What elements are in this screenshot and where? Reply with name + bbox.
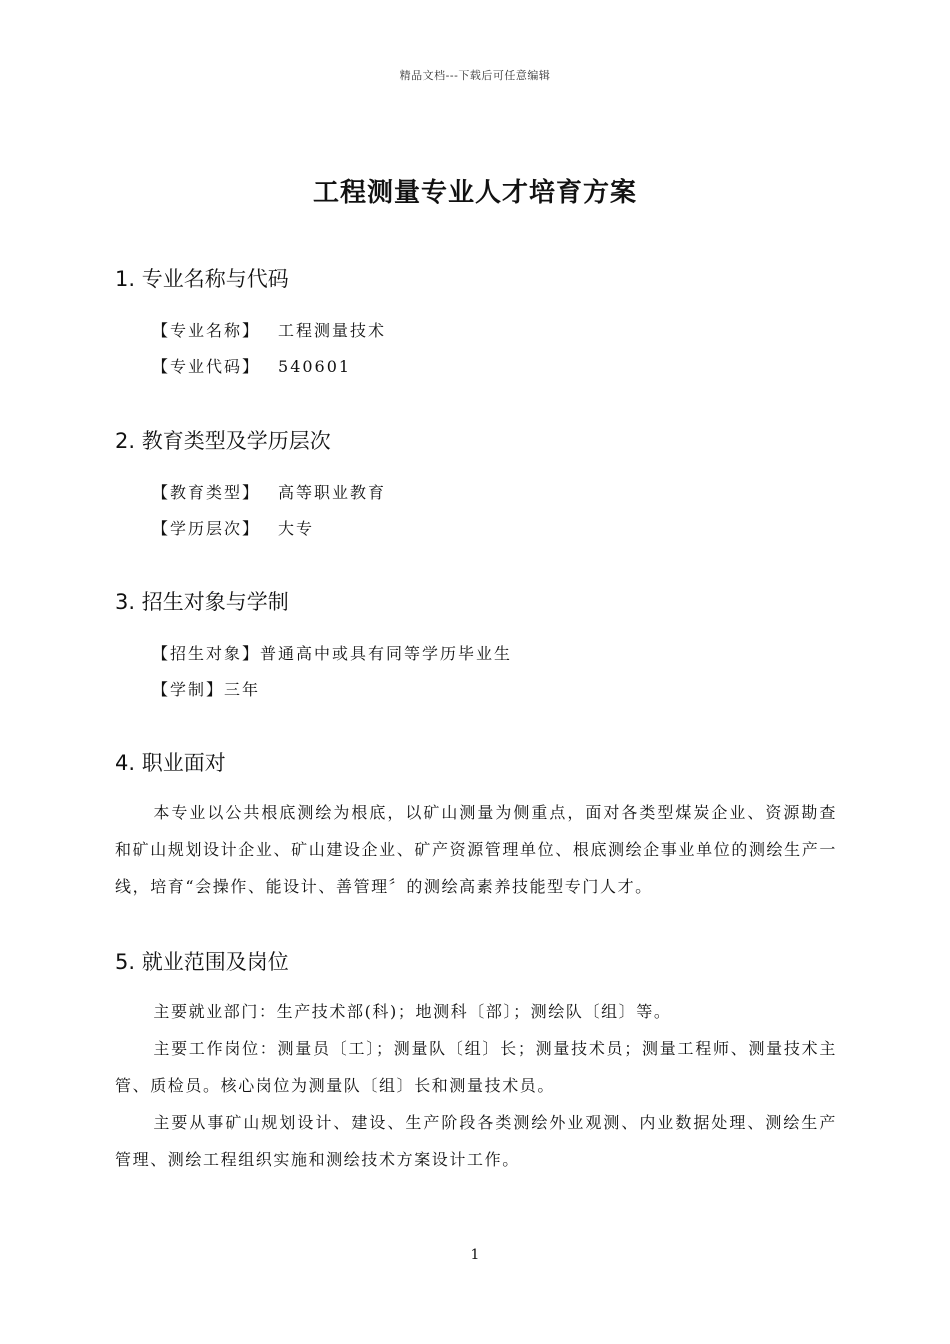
education-type-line — [152, 480, 386, 503]
enrollment-target-label: 【招生对象】 — [152, 644, 261, 663]
study-duration-value: 三年 — [224, 680, 261, 699]
enrollment-target-line — [152, 641, 512, 664]
major-code-line — [152, 354, 351, 377]
section-2-heading: 2. 教育类型及学历层次 — [115, 429, 331, 453]
major-code-label: 【专业代码】 — [152, 357, 261, 376]
major-name-value: 工程测量技术 — [278, 321, 387, 340]
page-number: 1 — [470, 1247, 480, 1263]
section-1-heading: 1. 专业名称与代码 — [115, 267, 289, 291]
document-title: 工程测量专业人才培育方案 — [312, 178, 637, 208]
major-name-label: 【专业名称】 — [152, 321, 261, 340]
education-type-label: 【教育类型】 — [152, 483, 261, 502]
work-content-paragraph: 主要从事矿山规划设计、建设、生产阶段各类测绘外业观测、内业数据处理、测绘生产管理、测绘工程组织实施和测绘技术方案设计工作。 — [115, 1113, 837, 1169]
career-orientation-paragraph: 本专业以公共根底测绘为根底，以矿山测量为侧重点，面对各类型煤炭企业、资源勘查和矿山规划设计企业、矿山建设企业、矿产资源管理单位、根底测绘企事业单位的测绘生产一线，培育“会操作、能设计、善管理〞的测绘高素养技能型专门人才。 — [115, 803, 837, 896]
study-duration-label: 【学制】 — [152, 680, 225, 699]
major-code-value: 540601 — [278, 357, 352, 376]
enrollment-target-value: 普通高中或具有同等学历毕业生 — [260, 644, 513, 663]
education-level-label: 【学历层次】 — [152, 519, 261, 538]
education-level-value: 大专 — [278, 519, 315, 538]
study-duration-line — [152, 677, 260, 700]
major-name-line — [152, 318, 386, 341]
section-5-heading: 5. 就业范围及岗位 — [115, 950, 289, 974]
page-header-note: 精品文档---下载后可任意编辑 — [399, 69, 551, 82]
section-4-heading: 4. 职业面对 — [115, 751, 226, 775]
education-level-line — [152, 516, 314, 539]
education-type-value: 高等职业教育 — [278, 483, 387, 502]
job-positions-paragraph: 主要工作岗位：测量员〔工〕；测量队〔组〕长；测量技术员；测量工程师、测量技术主管、质检员。核心岗位为测量队〔组〕长和测量技术员。 — [115, 1039, 837, 1095]
section-3-heading: 3. 招生对象与学制 — [115, 590, 289, 614]
employment-departments-paragraph: 主要就业部门：生产技术部(科)；地测科〔部〕；测绘队〔组〕等。 — [153, 1002, 672, 1021]
